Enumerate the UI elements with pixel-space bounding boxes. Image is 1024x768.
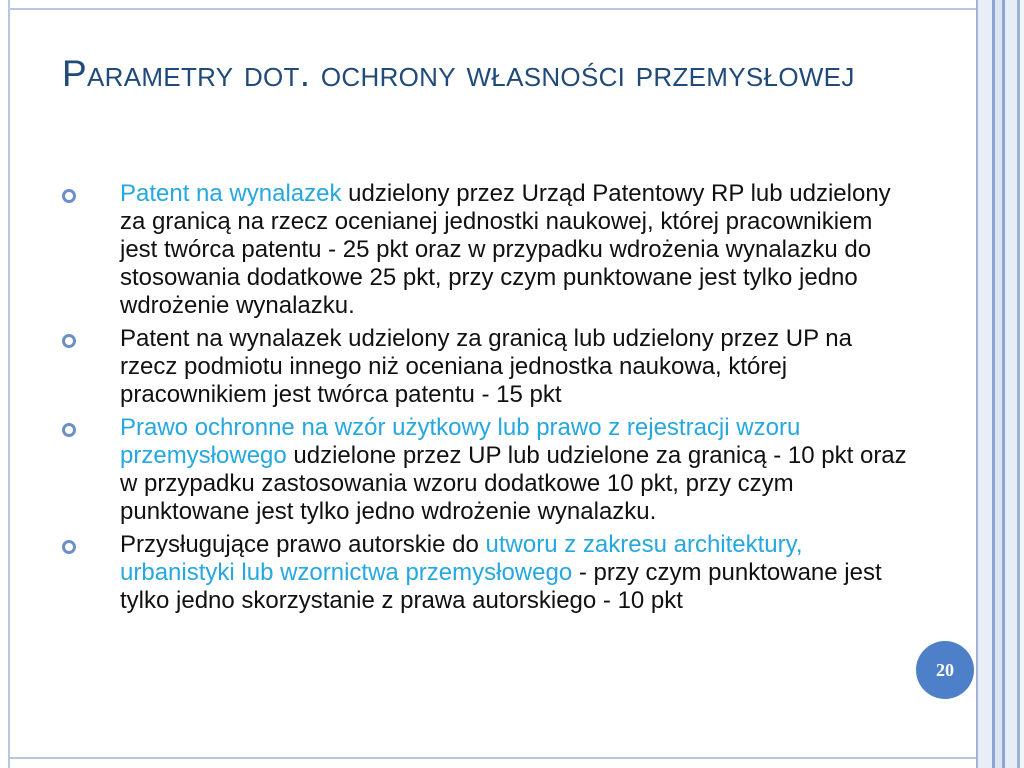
bullet-ring-icon (62, 423, 76, 437)
left-border (8, 0, 10, 768)
bullet-ring-icon (62, 189, 76, 203)
bottom-border (8, 757, 978, 759)
page-number-badge (916, 641, 974, 699)
bullet-text (120, 325, 912, 409)
bullet-text (120, 180, 912, 320)
bullet-link-text[interactable]: utworu z zakresu architektury, urbanistyki lub wzornictwa przemysłowego (120, 531, 803, 586)
slide-title: Parametry dot. ochrony własności przemysłowej (62, 53, 855, 94)
top-border (8, 8, 978, 10)
bullet-body-text: - przy czym punktowane jest tylko jedno skorzystanie z prawa autorskiego - 10 pkt (120, 559, 882, 614)
bullet-ring-icon (62, 540, 76, 554)
rail-stripe (995, 0, 1002, 768)
bullet-item (62, 180, 912, 320)
bullet-body-text: udzielony przez Urząd Patentowy RP lub udzielony za granicą na rzecz ocenianej jednostki naukowej, której pracownikiem jest twórca patentu - 25 pkt oraz w przypadku wdrożenia wynalazku do stosowania dodatkowe 25 pkt, przy czym punktowane jest tylko jedno wdrożenie wynalazku. (120, 180, 891, 319)
right-decorative-rail (976, 0, 1024, 768)
slide-content (62, 180, 912, 620)
rail-stripe (1020, 0, 1024, 768)
bullet-body-text: Patent na wynalazek udzielony za granicą lub udzielony przez UP na rzecz podmiotu innego niż oceniana jednostka naukowa, której pracownikiem jest twórca patentu - 15 pkt (120, 325, 852, 408)
bullet-item (62, 325, 912, 409)
bullet-ring-icon (62, 334, 76, 348)
rail-stripe (1005, 0, 1017, 768)
bullet-item (62, 414, 912, 526)
bullet-body-text: udzielone przez UP lub udzielone za granicą - 10 pkt oraz w przypadku zastosowania wzoru dodatkowe 10 pkt, przy czym punktowane jest tylko jedno wdrożenie wynalazku. (120, 442, 907, 525)
bullet-list (62, 180, 912, 615)
bullet-text (120, 531, 912, 615)
bullet-body-text: Przysługujące prawo autorskie do (120, 531, 486, 558)
rail-stripe (978, 0, 992, 768)
bullet-text (120, 414, 912, 526)
bullet-link-text[interactable]: Patent na wynalazek (120, 180, 342, 207)
bullet-link-text[interactable]: Prawo ochronne na wzór użytkowy lub prawo z rejestracji wzoru przemysłowego (120, 414, 801, 469)
page-number: 20 (936, 659, 954, 680)
bullet-item (62, 531, 912, 615)
